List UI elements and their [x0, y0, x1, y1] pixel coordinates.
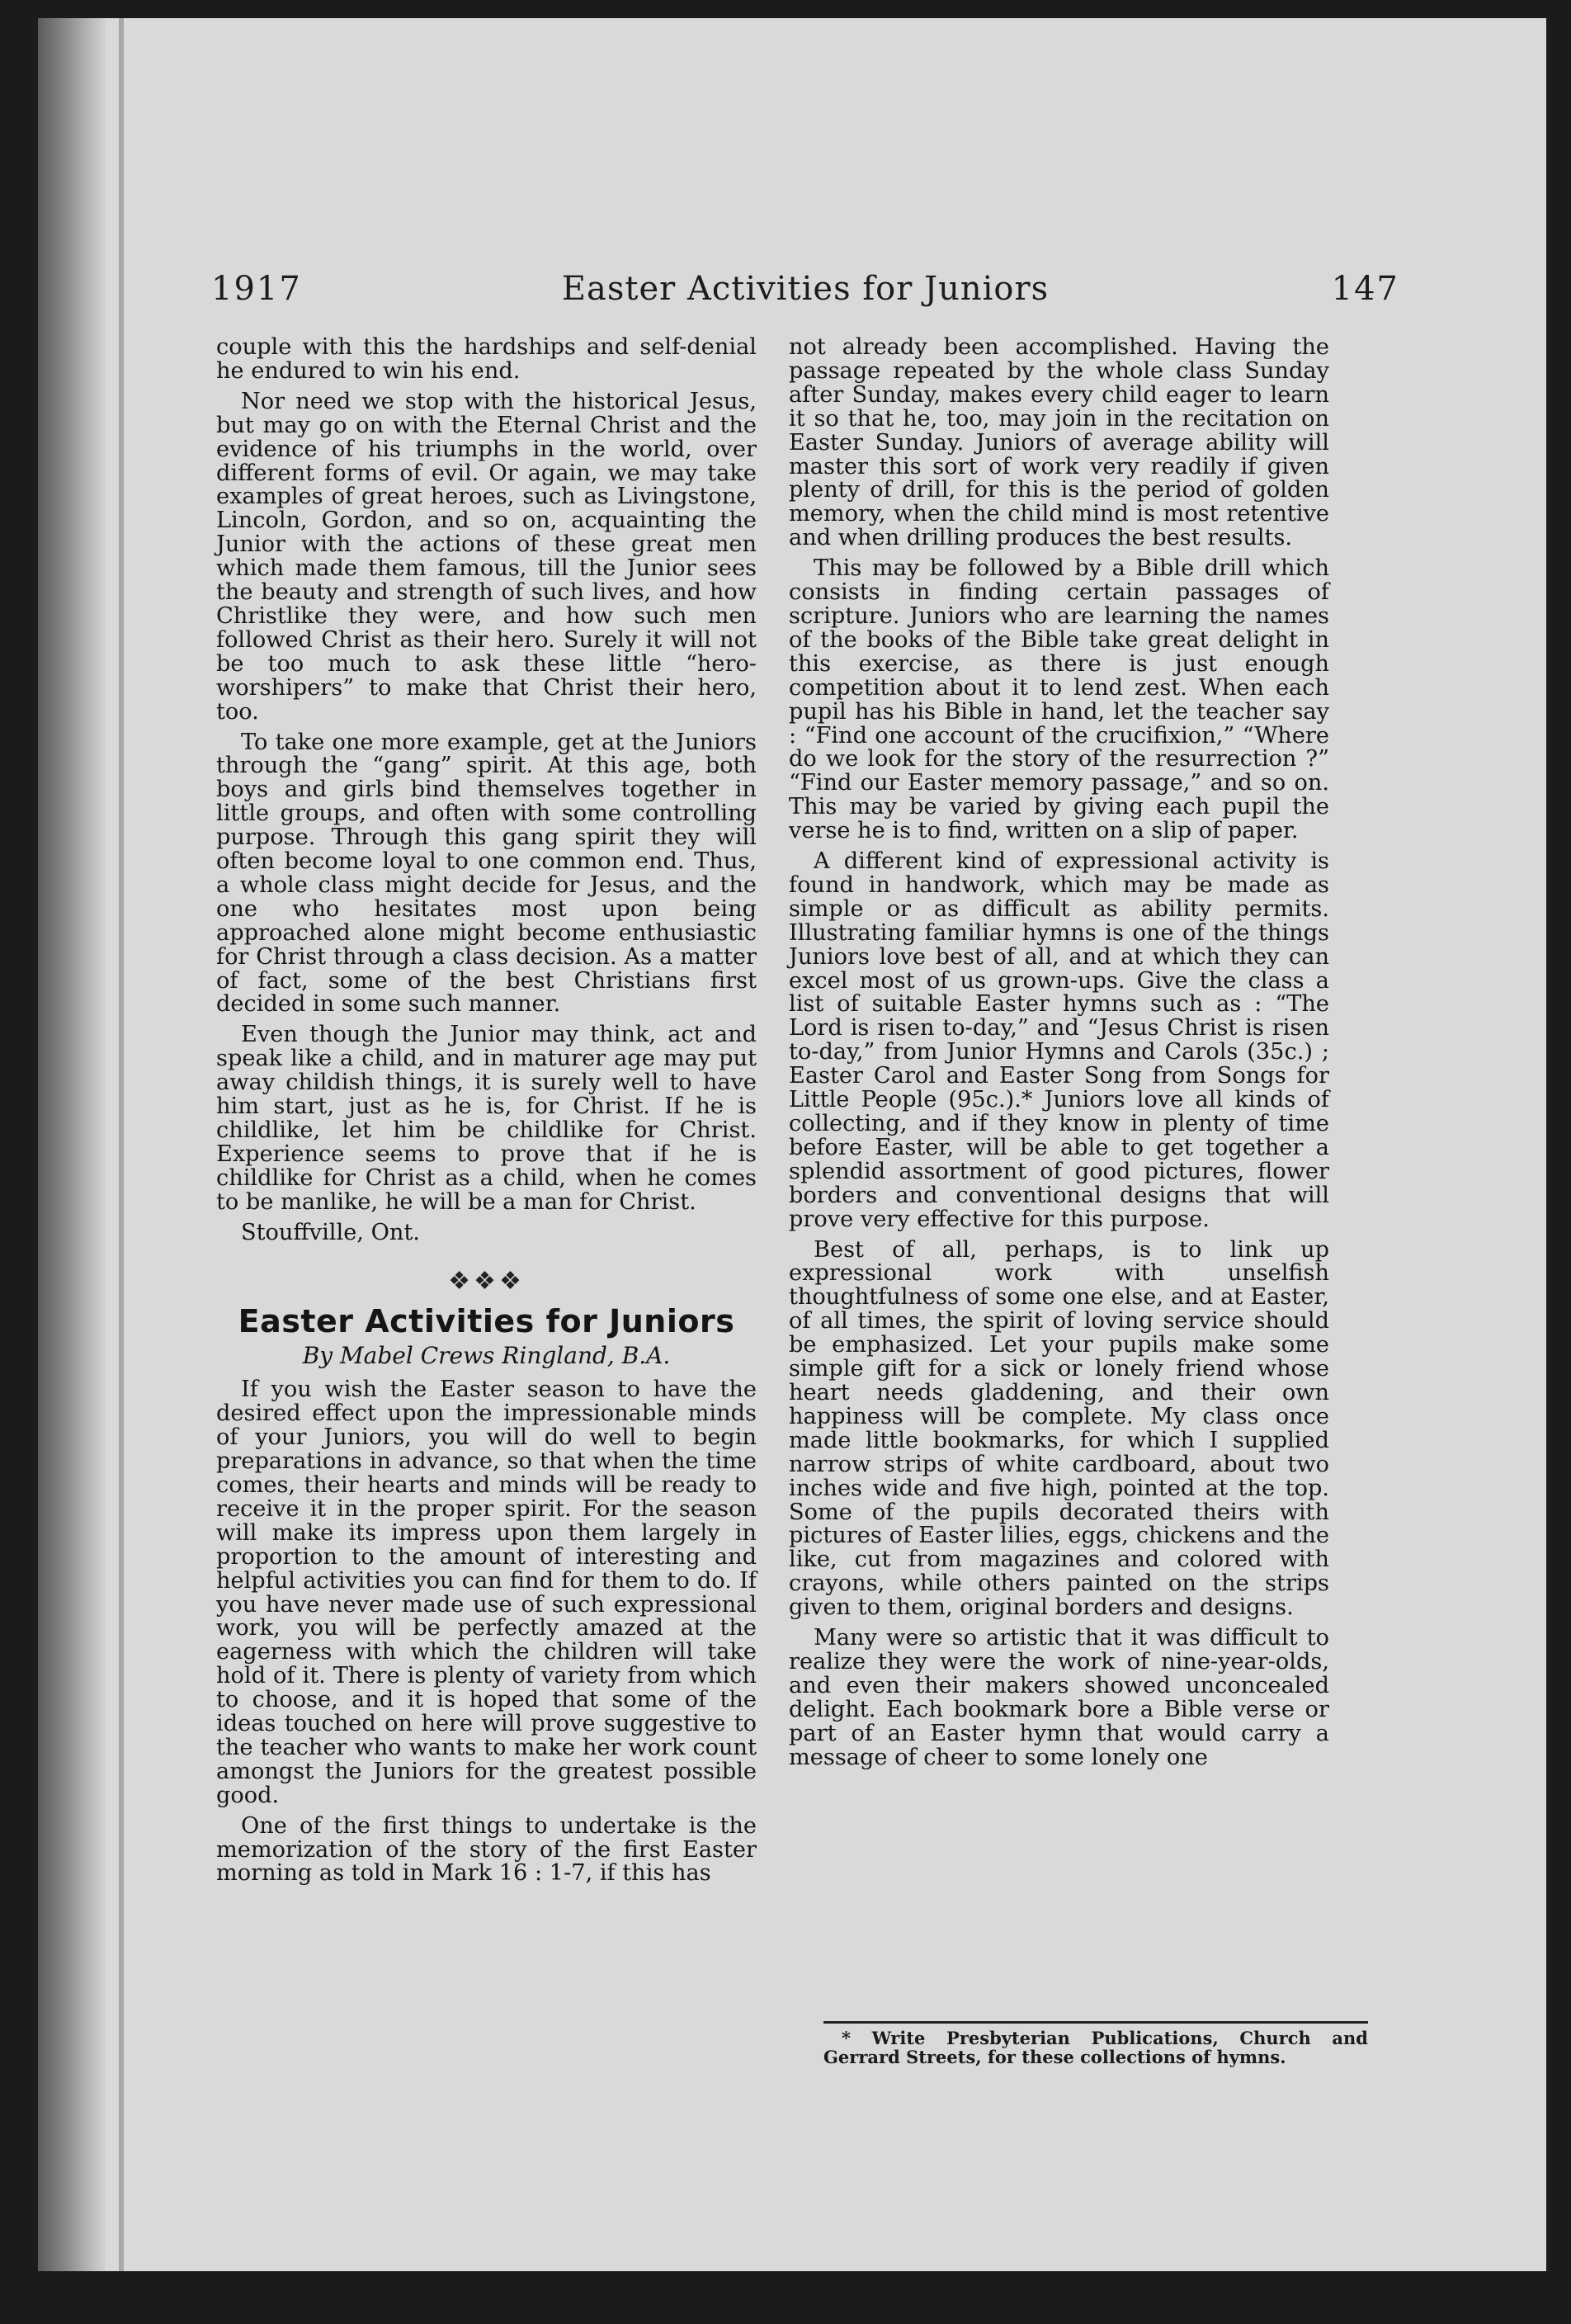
footnote: * Write Presbyterian Publications, Church and Gerrard Streets, for these collections of hymns.: [823, 2028, 1368, 2067]
book-binding-shadow: [38, 18, 106, 2271]
paragraph: This may be followed by a Bible drill which consists in finding certain passages of scripture. Juniors who are learning the names of the books of the Bible take great delight in this exercise, as there is just enough competition about it to lend zest. When each pupil has his Bible in hand, let the teacher say : “Find one account of the crucifixion,” “Where do we look for the story of the resurrection ?” “Find our Easter memory passage,” and so on. This may be varied by giving each pupil the verse he is to find, written on a slip of paper.: [789, 555, 1329, 844]
paragraph: If you wish the Easter season to have the desired effect upon the impressionable minds of your Juniors, you will do well to begin preparations in advance, so that when the time comes, their hearts and minds will be ready to receive it in the proper spirit. For the season will make its impress upon them largely in proportion to the amount of interesting and helpful activities you can find for them to do. If you have never made use of such expressional work, you will be perfectly amazed at the eagerness with which the children will take hold of it. There is plenty of variety from which to choose, and it is hoped that some of the ideas touched on here will prove suggestive to the teacher who wants to make her work count amongst the Juniors for the greatest possible good.: [216, 1377, 757, 1808]
paragraph: Best of all, perhaps, is to link up expressional work with unselfish thoughtfulness of some one else, and at Easter, of all times, the spirit of loving service should be emphasized. Let your pupils make some simple gift for a sick or lonely friend whose heart needs gladdening, and their own happiness will be complete. My class once made little bookmarks, for which I supplied narrow strips of white cardboard, about two inches wide and five high, pointed at the top. Some of the pupils decorated theirs with pictures of Easter lilies, eggs, chickens and the like, cut from magazines and colored with crayons, while others painted on the strips given to them, original borders and designs.: [789, 1236, 1329, 1621]
header-title: Easter Activities for Juniors: [561, 270, 1050, 308]
signoff: Stouffville, Ont.: [241, 1219, 420, 1245]
paragraph: Nor need we stop with the historical Jesus, but may go on with the Eternal Christ and the evidence of his triumphs in the world, over different forms of evil. Or again, we may take examples of great heroes, such as Livingstone, Lincoln, Gordon, and so on, acquainting the Junior with the actions of these great men which made them famous, till the Junior sees the beauty and strength of such lives, and how Christlike they were, and how such men followed Christ as their hero. Surely it will not be too much to ask these little “hero-worshipers” to make that Christ their hero, too.: [216, 388, 757, 725]
paragraph: Many were so artistic that it was difficult to realize they were the work of nine-year-olds, and even their makers showed unconcealed delight. Each bookmark bore a Bible verse or part of an Easter hymn that would carry a message of cheer to some lonely one: [789, 1625, 1329, 1770]
paragraph: not already been accomplished. Having the passage repeated by the whole class Sunday after Sunday, makes every child eager to learn it so that he, too, may join in the recitation on Easter Sunday. Juniors of average ability will master this sort of work very readily if given plenty of drill, for this is the period of golden memory, when the child mind is most retentive and when drilling produces the best results.: [789, 334, 1329, 551]
paragraph: couple with this the hardships and self-denial he endured to win his end.: [216, 334, 757, 384]
article-title: Easter Activities for Juniors: [238, 1303, 735, 1340]
paragraph: One of the first things to undertake is the memorization of the story of the first Easter morning as told in Mark 16 : 1-7, if this has: [216, 1812, 757, 1887]
left-column: [216, 336, 757, 1892]
header-year: 1917: [211, 270, 302, 308]
binding-edge: [119, 18, 124, 2271]
section-ornament: ❖❖❖: [448, 1266, 525, 1296]
right-column: [789, 336, 1329, 1776]
running-header: [211, 270, 1399, 328]
page-number: 147: [1331, 270, 1399, 308]
footnote-rule: [823, 2021, 1368, 2024]
scanned-page: [38, 18, 1546, 2271]
paragraph: To take one more example, get at the Juniors through the “gang” spirit. At this age, both boys and girls bind themselves together in little groups, and often with some controlling purpose. Through this gang spirit they will often become loyal to one common end. Thus, a whole class might decide for Jesus, and the one who hesitates most upon being approached alone might become enthusiastic for Christ through a class decision. As a matter of fact, some of the best Christians first decided in some such manner.: [216, 729, 757, 1018]
paragraph: A different kind of expressional activity is found in handwork, which may be made as simple or as difficult as ability permits. Illustrating familiar hymns is one of the things Juniors love best of all, and at which they can excel most of us grown-ups. Give the class a list of suitable Easter hymns such as : “The Lord is risen to-day,” and “Jesus Christ is risen to-day,” from Junior Hymns and Carols (35c.) ; Easter Carol and Easter Song from Songs for Little People (95c.).* Juniors love all kinds of collecting, and if they know in plenty of time before Easter, will be able to get together a splendid assortment of good pictures, flower borders and conventional designs that will prove very effective for this purpose.: [789, 848, 1329, 1232]
paragraph: Even though the Junior may think, act and speak like a child, and in maturer age may put away childish things, it is surely well to have him start, just as he is, for Christ. If he is childlike, let him be childlike for Christ. Experience seems to prove that if he is childlike for Christ as a child, when he comes to be manlike, he will be a man for Christ.: [216, 1022, 757, 1215]
byline: By Mabel Crews Ringland, B.A.: [302, 1342, 671, 1370]
